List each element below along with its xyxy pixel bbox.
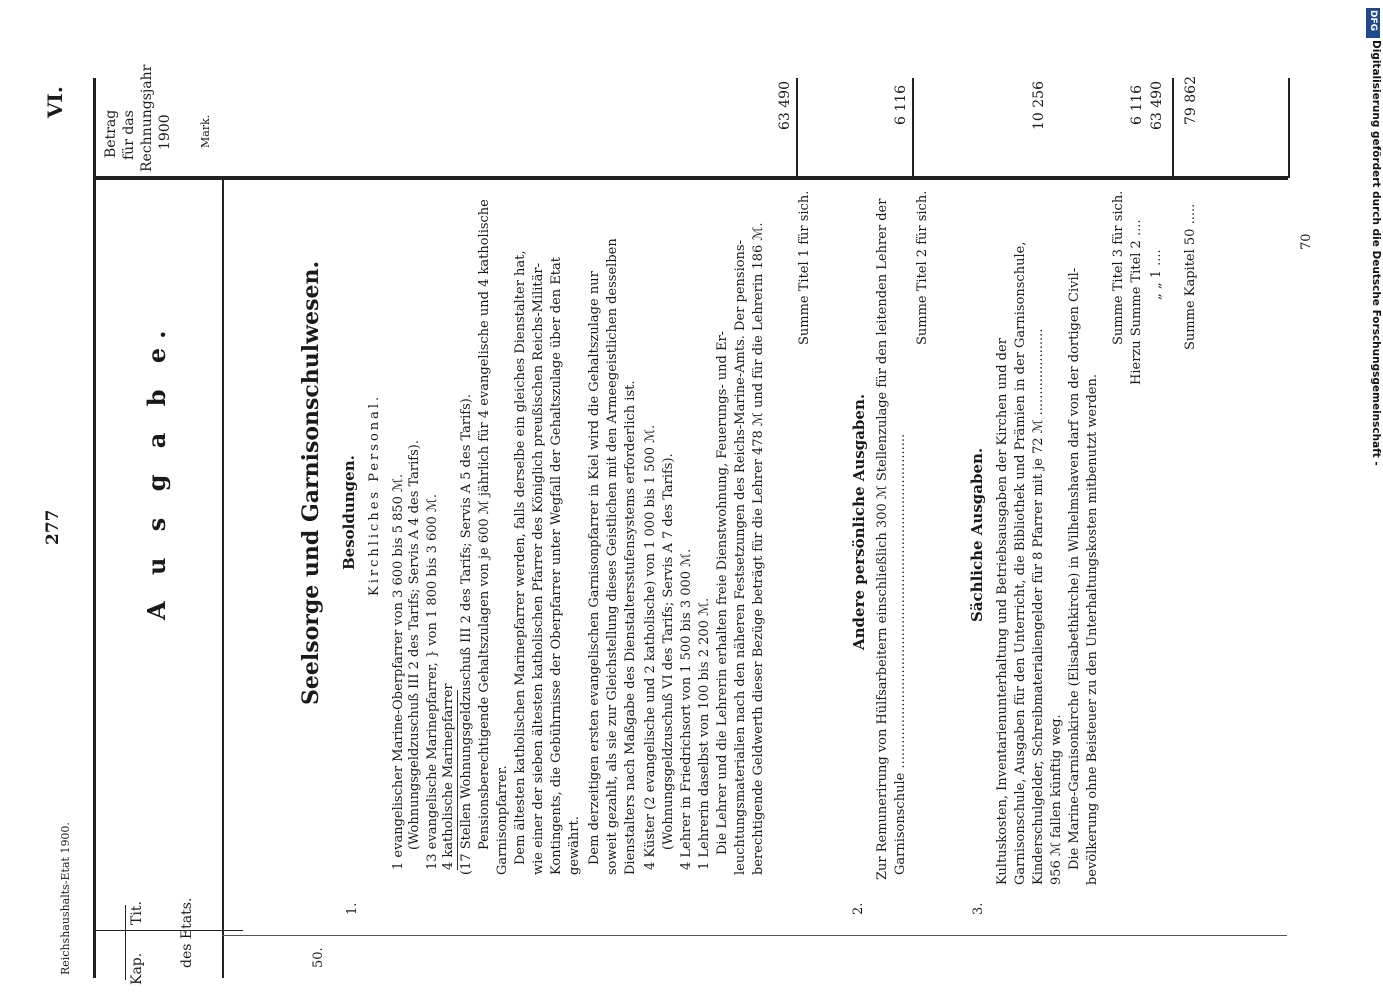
sum-rule-2 [912, 78, 914, 178]
text-line: (Wohnungsgeldzuschuß III 2 des Tarifs; Servis A 4 des Tarifs). [407, 440, 422, 850]
text-line: 4 katholische Marinepfarrer [441, 683, 456, 870]
sum-label: Summe Titel 2 für sich. [915, 190, 930, 345]
dfg-logo: DFG [1366, 8, 1380, 38]
text-line: Garnisonpfarrer. [495, 765, 510, 875]
page-bottom-number: 70 [1299, 233, 1314, 250]
text-line: Zur Remunerirung von Hülfsarbeitern einschließlich 300 ℳ Stellenzulage für den leitenden Lehrer der [875, 198, 890, 880]
text-line: Die Lehrer und die Lehrerin erhalten freie Dienstwohnung, Feuerungs- und Er- [715, 330, 730, 855]
kapitel-amount: 79 862 [1183, 76, 1199, 125]
text-line: 4 Küster (2 evangelische und 2 katholische) von 1 000 bis 1 500 ℳ. [643, 424, 658, 870]
text-line: Dem ältesten katholischen Marinepfarrer werden, falls derselbe ein gleiches Dienstalter hat, [513, 250, 528, 865]
ditto-label: „ „ 1 .... [1149, 249, 1164, 300]
text-line: 956 ℳ fallen künftig weg. [1049, 714, 1064, 885]
tit-number: 1. [345, 902, 360, 915]
amount-value: 63 490 [777, 81, 793, 130]
sum-rule-bottom [1288, 78, 1290, 178]
page-number: 277 [43, 509, 63, 545]
betrag-header-3: Rechnungsjahr [139, 64, 155, 172]
header-divider-line-top [93, 178, 1288, 180]
text-line: Dienstalters nach Maßgabe des Dienstaltersstufensystems erforderlich ist. [623, 380, 638, 875]
hierzu-label: Hierzu Summe Titel 2 .... [1129, 219, 1144, 385]
section-heading: Besoldungen. [340, 455, 358, 570]
kap-number: 50. [311, 947, 326, 968]
subheading: Kirchliches Personal. [367, 393, 382, 596]
betrag-unit: Mark. [199, 114, 212, 148]
hierzu-amount: 6 116 [1129, 84, 1145, 125]
col-des-etats: des Etats. [179, 897, 195, 968]
amount-column-divider [93, 176, 1288, 178]
etat-footer: Reichshaushalts-Etat 1900. [59, 822, 72, 975]
text-line: leuchtungsmaterialien nach den näheren Festsetzungen des Reichs-Marine-Amts. Der pensions- [733, 240, 748, 875]
text-line: 1 evangelischer Marine-Oberpfarrer von 3 600 bis 5 850 ℳ. [391, 473, 406, 870]
text-line: (17 Stellen Wohnungsgeldzuschuß III 2 des Tarifs; Servis A 5 des Tarifs). [459, 394, 474, 875]
betrag-header-2: für das [121, 110, 137, 160]
text-line: gewährt. [567, 816, 582, 875]
section-heading: Andere persönliche Ausgaben. [850, 393, 868, 650]
underline-rule [457, 690, 458, 870]
kapitel-label: Summe Kapitel 50 ..... [1183, 203, 1198, 350]
text-line: bevölkerung ohne Beisteuer zu den Unterhaltungskosten mitbenutzt werden. [1085, 374, 1100, 885]
sum-rule-1 [796, 78, 798, 178]
ditto-amount: 63 490 [1149, 81, 1165, 130]
text-line: (Wohnungsgeldzuschuß VI des Tarifs; Servis A 7 des Tarifs). [661, 453, 676, 850]
text-line: Garnisonschule ................................................................................. [893, 433, 908, 875]
tit-number: 2. [851, 902, 866, 915]
section-number: VI. [43, 86, 67, 118]
tit-number: 3. [971, 902, 986, 915]
sum-label: Summe Titel 3 für sich. [1111, 190, 1126, 345]
text-line: Pensionsberechtigende Gehaltszulagen von je 600 ℳ jährlich für 4 evangelische und 4 katholische [477, 199, 492, 850]
kap-tit-vertical [125, 905, 126, 980]
text-line: berechtigende Geldwerth dieser Bezüge beträgt für die Lehrer 478 ℳ und für die Lehrerin 186 ℳ. [751, 222, 766, 875]
text-line: wie einer der sieben ältesten katholischen Pfarrer des Königlich preußischen Reichs-Militär- [531, 262, 546, 875]
digitization-notice: Digitalisierung gefördert durch die Deutsche Forschungsgemeinschaft - [1370, 40, 1382, 466]
page-title: A u s g a b e. [142, 321, 171, 620]
text-line: 1 Lehrerin daselbst von 100 bis 2 200 ℳ. [697, 597, 712, 870]
tit-rule [222, 935, 1287, 936]
amount-value: 10 256 [1031, 81, 1047, 130]
section-heading: Sächliche Ausgaben. [968, 447, 986, 622]
text-line: Kultuskosten, Inventarienunterhaltung und Betriebsausgaben der Kirchen und der [995, 338, 1010, 885]
text-line: Kontingents, die Gebührnisse der Oberpfarrer unter Wegfall der Gehaltszulage über den Etat [549, 256, 564, 875]
betrag-header-1: Betrag [103, 109, 119, 158]
text-line: Die Marine-Garnisonkirche (Elisabethkirche) in Wilhelmshaven darf von der dortigen Civil- [1067, 267, 1082, 870]
col-tit: Tit. [129, 901, 145, 925]
text-line: 13 evangelische Marinepfarrer, } von 1 800 bis 3 600 ℳ. [425, 494, 440, 870]
text-line: Dem derzeitigen ersten evangelischen Garnisonpfarrer in Kiel wird die Gehaltszulage nur [587, 271, 602, 865]
sum-label: Summe Titel 1 für sich. [797, 190, 812, 345]
amount-value: 6 116 [893, 84, 909, 125]
text-line: 4 Lehrer in Friedrichsort von 1 500 bis 3 000 ℳ. [679, 548, 694, 870]
left-border-line [93, 78, 96, 978]
sum-rule-3 [1172, 78, 1174, 178]
col-kap: Kap. [129, 952, 145, 985]
text-line: Garnisonschule, Ausgaben für den Unterricht, die Bibliothek und Prämien in der Garnisonschule, [1013, 241, 1028, 885]
text-line: Kinderschulgelder, Schreibmaterialiengelder für 8 Pfarrer mit je 72 ℳ ..................... [1031, 328, 1046, 885]
chapter-heading: Seelsorge und Garnisonschulwesen. [298, 260, 324, 705]
header-divider-line [222, 180, 224, 978]
text-line: soweit gezahlt, als sie zur Gleichstellung dieses Geistlichen mit den Armeegeistlichen desselben [605, 238, 620, 875]
betrag-header-4: 1900 [157, 114, 173, 150]
kap-tit-divider [93, 930, 243, 931]
